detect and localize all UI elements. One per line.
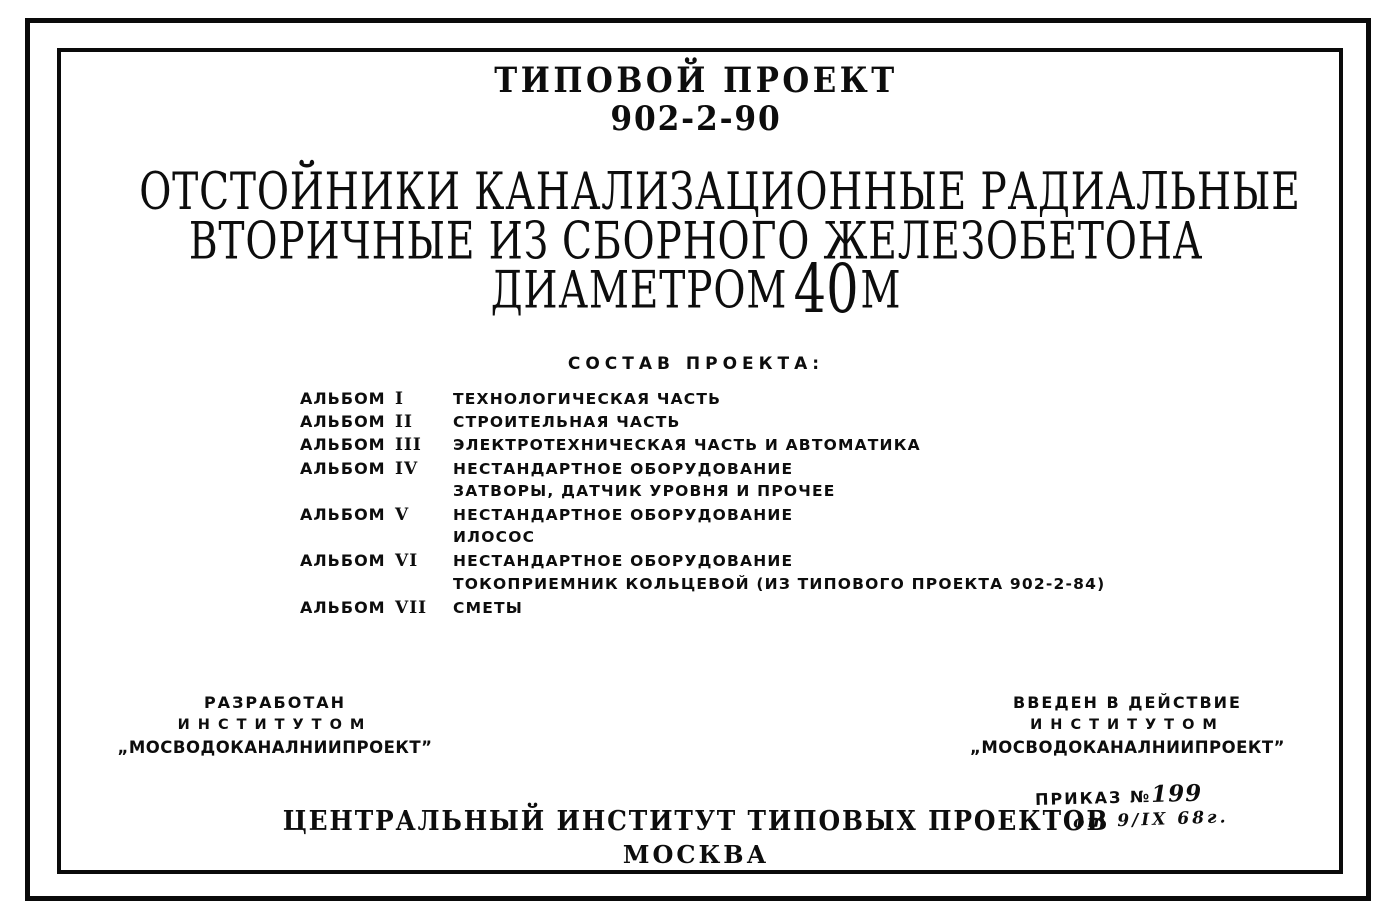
album-numeral: VII <box>395 597 428 618</box>
album-row <box>300 505 1150 528</box>
developed-by-line2: ИНСТИТУТОМ <box>177 717 373 733</box>
album-description: ИЛОСОС <box>453 528 536 547</box>
developed-by-institute: „МОСВОДОКАНАЛНИИПРОЕКТ” <box>117 738 433 757</box>
title-line-3 <box>139 251 1253 329</box>
album-description: ТЕХНОЛОГИЧЕСКАЯ ЧАСТЬ <box>453 390 722 408</box>
album-row <box>300 575 1150 598</box>
album-label: АЛЬБОМ <box>300 504 386 524</box>
introduced-by-line2: ИНСТИТУТОМ <box>1030 717 1225 733</box>
album-row <box>300 435 1150 458</box>
title-diameter-unit: М <box>860 260 902 321</box>
developed-by-block <box>110 692 440 760</box>
album-label: АЛЬБОМ <box>300 389 386 408</box>
album-numeral: II <box>395 412 413 433</box>
title-diameter-label: ДИАМЕТРОМ <box>490 260 788 321</box>
album-numeral: V <box>395 504 410 525</box>
introduced-by-institute: „МОСВОДОКАНАЛНИИПРОЕКТ” <box>970 738 1285 757</box>
developed-by-line1: РАЗРАБОТАН <box>203 693 347 712</box>
album-description: НЕСТАНДАРТНОЕ ОБОРУДОВАНИЕ <box>453 552 794 571</box>
project-type-heading: ТИПОВОЙ ПРОЕКТ <box>494 60 898 101</box>
order-number-sign: № <box>1129 786 1152 807</box>
contents-heading: СОСТАВ ПРОЕКТА: <box>567 354 825 374</box>
album-description: НЕСТАНДАРТНОЕ ОБОРУДОВАНИЕ <box>453 459 794 478</box>
album-numeral: VI <box>395 551 419 572</box>
publisher-name: ЦЕНТРАЛЬНЫЙ ИНСТИТУТ ТИПОВЫХ ПРОЕКТОВ <box>282 806 1110 837</box>
album-numeral: III <box>395 435 422 456</box>
album-row <box>300 551 1150 574</box>
album-label: АЛЬБОМ <box>300 458 386 478</box>
album-description: НЕСТАНДАРТНОЕ ОБОРУДОВАНИЕ <box>453 505 794 524</box>
introduced-by-block <box>955 692 1300 760</box>
title-diameter-value: 40 <box>793 251 859 329</box>
album-row <box>300 459 1150 482</box>
album-label: АЛЬБОМ <box>300 412 386 432</box>
album-description: ТОКОПРИЕМНИК КОЛЬЦЕВОЙ (ИЗ ТИПОВОГО ПРОЕКТА 902-2-84) <box>453 574 1106 593</box>
project-number: 902-2-90 <box>610 99 782 139</box>
album-row <box>300 412 1150 435</box>
album-label: АЛЬБОМ <box>300 597 386 617</box>
album-description: ЭЛЕКТРОТЕХНИЧЕСКАЯ ЧАСТЬ И АВТОМАТИКА <box>453 436 921 455</box>
album-row <box>300 598 1150 621</box>
album-list <box>300 389 1150 621</box>
album-row <box>300 482 1150 505</box>
title-line-2: ВТОРИЧНЫЕ ИЗ СБОРНОГО ЖЕЛЕЗОБЕТОНА <box>188 211 1204 271</box>
album-description: СМЕТЫ <box>453 598 524 617</box>
album-numeral: I <box>395 389 404 409</box>
album-row <box>300 389 1150 412</box>
introduced-by-line1: ВВЕДЕН В ДЕЙСТВИЕ <box>1013 693 1242 712</box>
title-line-1: ОТСТОЙНИКИ КАНАЛИЗАЦИОННЫЕ РАДИАЛЬНЫЕ <box>139 161 1301 222</box>
order-label: ПРИКАЗ <box>1034 787 1123 810</box>
album-label: АЛЬБОМ <box>300 551 386 571</box>
order-date: от 9/IX 68г. <box>1072 807 1229 833</box>
publisher-city: МОСКВА <box>622 840 770 869</box>
order-number: 199 <box>1150 779 1203 808</box>
album-description: ЗАТВОРЫ, ДАТЧИК УРОВНЯ И ПРОЧЕЕ <box>453 481 836 500</box>
album-row <box>300 528 1150 551</box>
album-description: СТРОИТЕЛЬНАЯ ЧАСТЬ <box>453 413 681 432</box>
album-numeral: IV <box>395 458 419 479</box>
album-label: АЛЬБОМ <box>300 435 386 455</box>
document-title <box>139 161 1301 329</box>
